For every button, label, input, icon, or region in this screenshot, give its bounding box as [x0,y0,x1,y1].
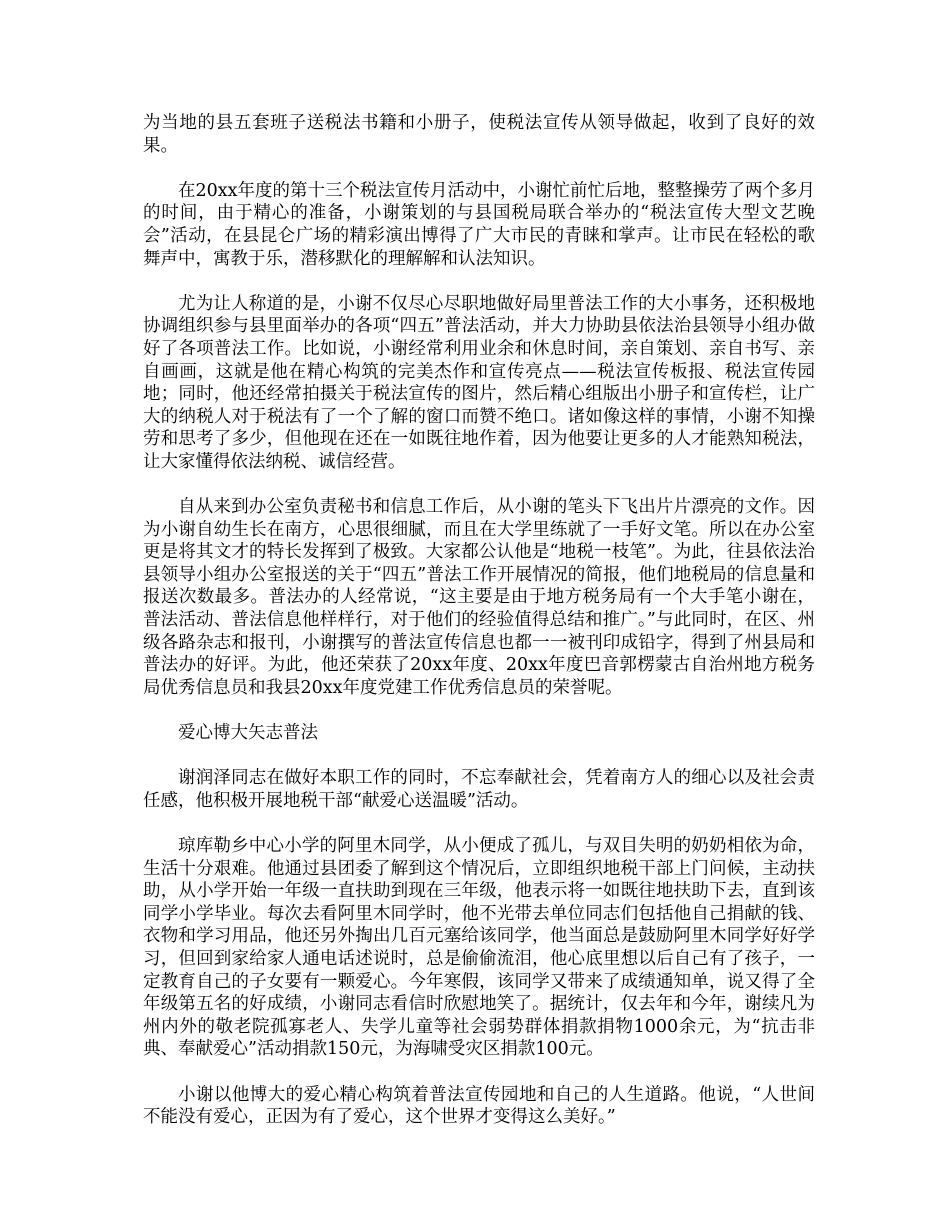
paragraph-continuation: 为当地的县五套班子送税法书籍和小册子，使税法宣传从领导做起，收到了良好的效果。 [143,113,815,156]
paragraph-closing-quote: 小谢以他博大的爱心精心构筑着普法宣传园地和自己的人生道路。他说，“人世间不能没有爱心，正因为有了爱心，这个世界才变得这么美好。” [143,1084,815,1128]
section-heading: 爱心博大矢志普法 [178,723,318,744]
paragraph-law-promotion: 尤为让人称道的是，小谢不仅尽心尽职地做好局里普法工作的大小事务，还积极地协调组织参与县里面举办的各项“四五”普法活动，并大力协助县依法治县领导小组办做好了各项普法工作。比如说，小谢经常利用业余和休息时间，亲自策划、亲自书写、亲自画画，这就是他在精心构筑的完美杰作和宣传亮点——税法宣传板报、税法宣传园地；同时，他还经常拍摄关于税法宣传的图片，然后精心组版出小册子和宣传栏，让广大的纳税人对于税法有了一个了解的窗口而赞不绝口。诸如像这样的事情，小谢不知操劳和思考了多少，但他现在还在一如既往地作着，因为他要让更多的人才能熟知税法，让大家懂得依法纳税、诚信经营。 [143,293,815,472]
document-page [143,112,815,1151]
paragraph-office-writing: 自从来到办公室负责秘书和信息工作后，从小谢的笔头下飞出片片漂亮的文作。因为小谢自幼生长在南方，心思很细腻，而且在大学里练就了一手好文笔。所以在办公室更是将其文才的特长发挥到了极致。大家都公认他是“地税一枝笔”。为此，往县依法治县领导小组办公室报送的关于“四五”普法工作开展情况的简报，他们地税局的信息量和报送次数最多。普法办的人经常说，“这主要是由于地方税务局有一个大手笔小谢在，普法活动、普法信息他样样行，对于他们的经验值得总结和推广。”与此同时，在区、州级各路杂志和报刊，小谢撰写的普法宣传信息也都一一被刊印成铅字，得到了州县局和普法办的好评。为此，他还荣获了20xx年度、20xx年度巴音郭楞蒙古自治州地方税务局优秀信息员和我县20xx年度党建工作优秀信息员的荣誉呢。 [143,497,815,698]
paragraph-social-dedication: 谢润泽同志在做好本职工作的同时，不忘奉献社会，凭着南方人的细心以及社会责任感，他积极开展地税干部“献爱心送温暖”活动。 [143,768,815,811]
paragraph-tax-month: 在20xx年度的第十三个税法宣传月活动中，小谢忙前忙后地，整整操劳了两个多月的时间，由于精心的准备，小谢策划的与县国税局联合举办的“税法宣传大型文艺晚会”活动，在县昆仑广场的精彩演出博得了广大市民的青睐和掌声。让市民在轻松的歌舞声中，寓教于乐，潜移默化的理解解和认法知识。 [143,180,816,269]
paragraph-student-support: 琼库勒乡中心小学的阿里木同学，从小便成了孤儿，与双目失明的奶奶相依为命，生活十分艰难。他通过县团委了解到这个情况后，立即组织地税干部上门问候，主动扶助，从小学开始一年级一直扶助到现在三年级，他表示将一如既往地扶助下去，直到该同学小学毕业。每次去看阿里木同学时，他不光带去单位同志们包括他自己捐献的钱、衣物和学习用品，他还另外掏出几百元塞给该同学，他当面总是鼓励阿里木同学好好学习，但回到家给家人通电话述说时，总是偷偷流泪，他心底里想以后自己有了孩子，一定教育自己的子女要有一颗爱心。今年寒假，该同学又带来了成绩通知单，说又得了全年级第五名的好成绩，小谢同志看信时欣慰地笑了。据统计，仅去年和今年，谢续凡为州内外的敬老院孤寡老人、失学儿童等社会弱势群体捐款捐物1000余元，为“抗击非典、奉献爱心”活动捐款150元，为海啸受灾区捐款100元。 [143,836,815,1060]
